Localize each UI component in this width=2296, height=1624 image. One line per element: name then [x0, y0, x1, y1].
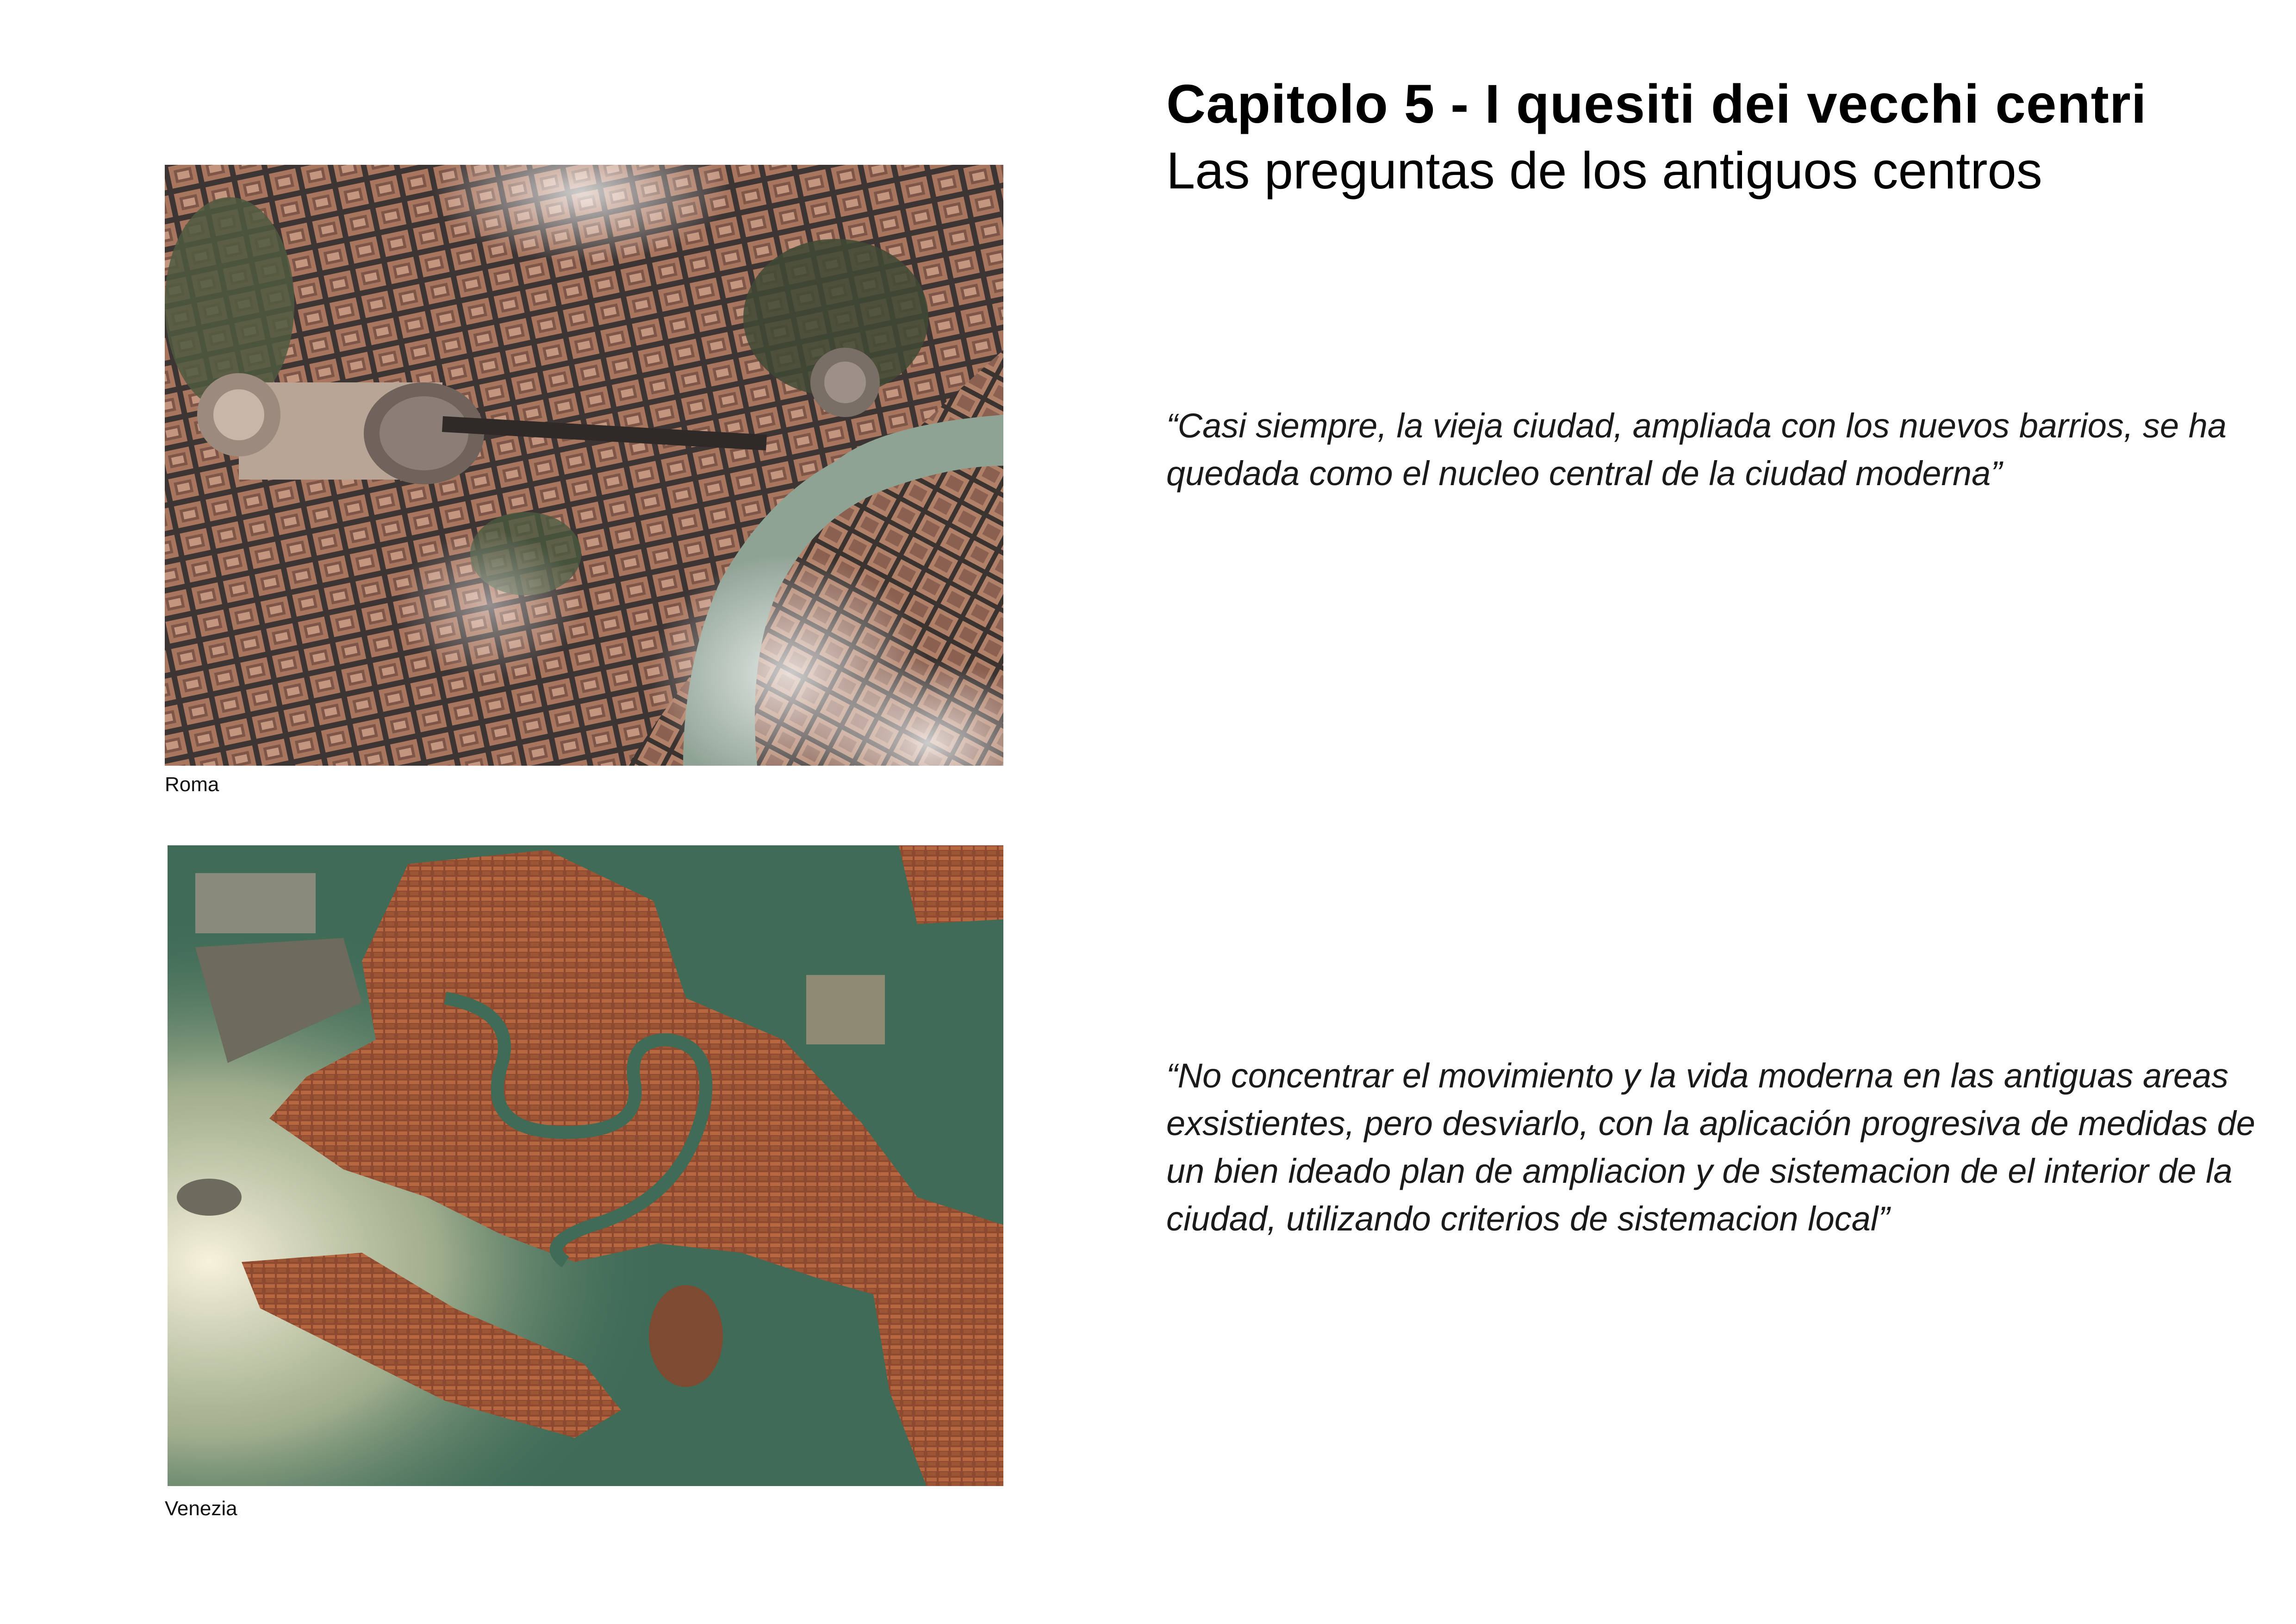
venezia-caption: Venezia [165, 1497, 237, 1520]
chapter-subtitle: Las preguntas de los antiguos centros [1166, 142, 2042, 200]
roma-map-illustration [165, 165, 1003, 766]
quote-old-city: “Casi siempre, la vieja ciudad, ampliada con los nuevos barrios, se ha quedada como el nucleo central de la ciudad moderna” [1166, 406, 2227, 493]
roma-caption: Roma [165, 773, 219, 796]
quote-modern-movement: “No concentrar el movimiento y la vida moderna en las antiguas areas exsistientes, pero desviarlo, con la aplicación progresiva de medidas de un bien ideado plan de ampliacion y de sistemacion de el interior de la ciudad, utilizando criterios de sistemacion local” [1166, 1056, 2255, 1238]
roma-aerial-photo [165, 165, 1003, 766]
venezia-map-illustration [168, 845, 1003, 1486]
venezia-aerial-photo [168, 845, 1003, 1486]
chapter-title: Capitolo 5 - I quesiti dei vecchi centri [1166, 74, 2147, 135]
